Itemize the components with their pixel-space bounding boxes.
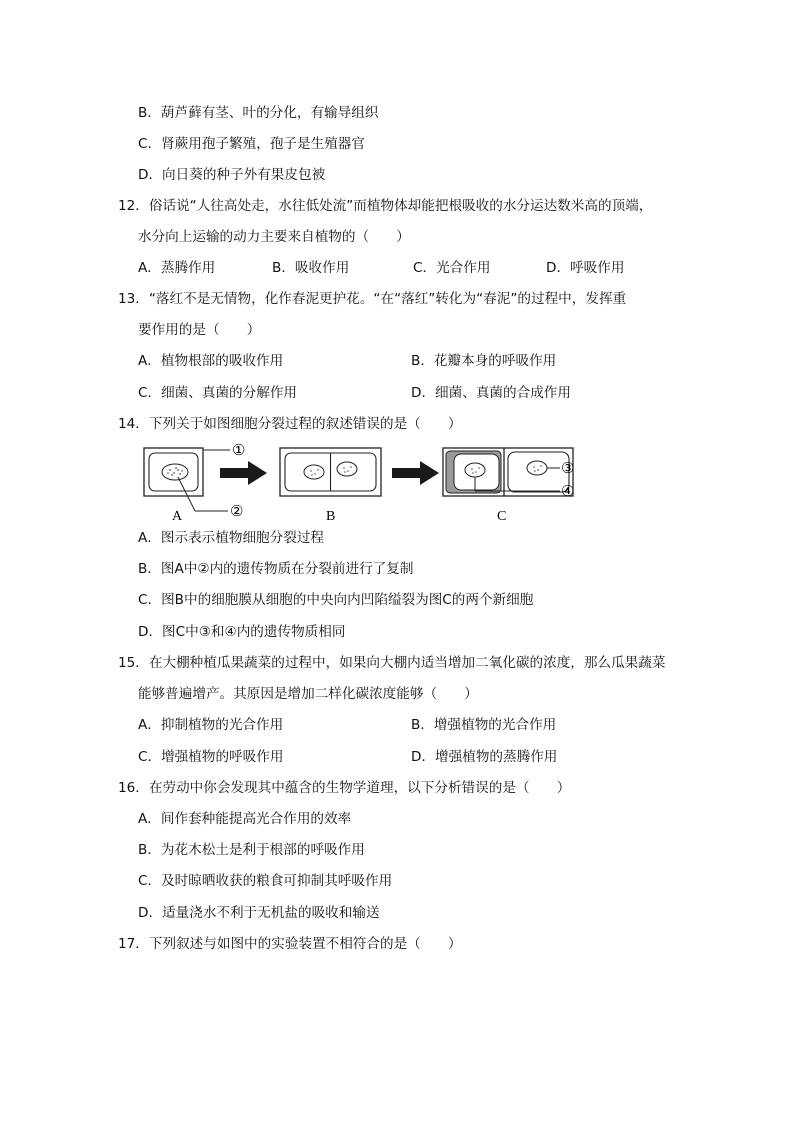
q16-option-a: A．间作套种能提高光合作用的效率 [138, 811, 352, 827]
label-c: C [497, 509, 507, 524]
q15-option-a: A．抑制植物的光合作用 [138, 717, 284, 733]
q16-option-d: D．适量浇水不利于无机盐的吸收和输送 [138, 905, 380, 921]
marker-1: ① [232, 443, 246, 459]
cell-a [144, 448, 203, 496]
q14-option-d: D．图C中③和④内的遗传物质相同 [138, 624, 346, 640]
arrow-right-icon [392, 461, 439, 485]
cell-b [280, 448, 381, 496]
q14-option-b: B．图A中②内的遗传物质在分裂前进行了复制 [138, 561, 414, 577]
q15-stem-line2: 能够普遍增产。其原因是增加二样化碳浓度能够（ ） [138, 686, 478, 702]
q15-option-b: B．增强植物的光合作用 [411, 717, 557, 733]
q12-option-c: C．光合作用 [413, 260, 491, 276]
marker-3: ③ [561, 461, 575, 477]
q11-option-b: B．葫芦藓有茎、叶的分化，有输导组织 [138, 105, 379, 121]
q16-stem: 16．在劳动中你会发现其中蕴含的生物学道理，以下分析错误的是（ ） [118, 780, 571, 796]
q11-option-d: D．向日葵的种子外有果皮包被 [138, 167, 326, 183]
label-a: A [172, 509, 183, 524]
cell-division-figure [140, 442, 600, 524]
marker-2: ② [230, 504, 244, 520]
q15-stem-line1: 15．在大棚种植瓜果蔬菜的过程中，如果向大棚内适当增加二氧化碳的浓度，那么瓜果蔬菜 [118, 655, 666, 671]
q13-option-c: C．细菌、真菌的分解作用 [138, 385, 298, 401]
label-b: B [326, 509, 336, 524]
cell-c [443, 448, 573, 496]
q14-option-a: A．图示表示植物细胞分裂过程 [138, 530, 325, 546]
q12-stem-line2: 水分向上运输的动力主要来自植物的（ ） [138, 229, 410, 245]
q13-option-d: D．细菌、真菌的合成作用 [411, 385, 571, 401]
q15-option-c: C．增强植物的呼吸作用 [138, 749, 284, 765]
q13-stem-line2: 要作用的是（ ） [138, 322, 261, 338]
q13-option-a: A．植物根部的吸收作用 [138, 353, 284, 369]
q15-option-d: D．增强植物的蒸腾作用 [411, 749, 558, 765]
marker-4: ④ [561, 484, 575, 500]
q11-option-c: C．肾蕨用孢子繁殖，孢子是生殖器官 [138, 136, 365, 152]
q12-option-a: A．蒸腾作用 [138, 260, 216, 276]
q16-option-c: C．及时晾晒收获的粮食可抑制其呼吸作用 [138, 873, 393, 889]
q14-stem: 14．下列关于如图细胞分裂过程的叙述错误的是（ ） [118, 416, 462, 432]
q17-stem: 17．下列叙述与如图中的实验装置不相符合的是（ ） [118, 936, 462, 952]
q13-stem-line1: 13．“落红不是无情物，化作春泥更护花。“在“落红”转化为“春泥”的过程中，发挥重 [118, 291, 627, 307]
q12-stem-line1: 12．俗话说“人往高处走，水往低处流”而植物体却能把根吸收的水分运达数米高的顶端， [118, 198, 653, 214]
arrow-right-icon [220, 461, 267, 485]
q12-option-d: D．呼吸作用 [546, 260, 625, 276]
q14-option-c: C．图B中的细胞膜从细胞的中央向内凹陷缢裂为图C的两个新细胞 [138, 592, 534, 608]
q16-option-b: B．为花木松土是利于根部的呼吸作用 [138, 842, 365, 858]
q12-option-b: B．吸收作用 [272, 260, 350, 276]
q13-option-b: B．花瓣本身的呼吸作用 [411, 353, 557, 369]
